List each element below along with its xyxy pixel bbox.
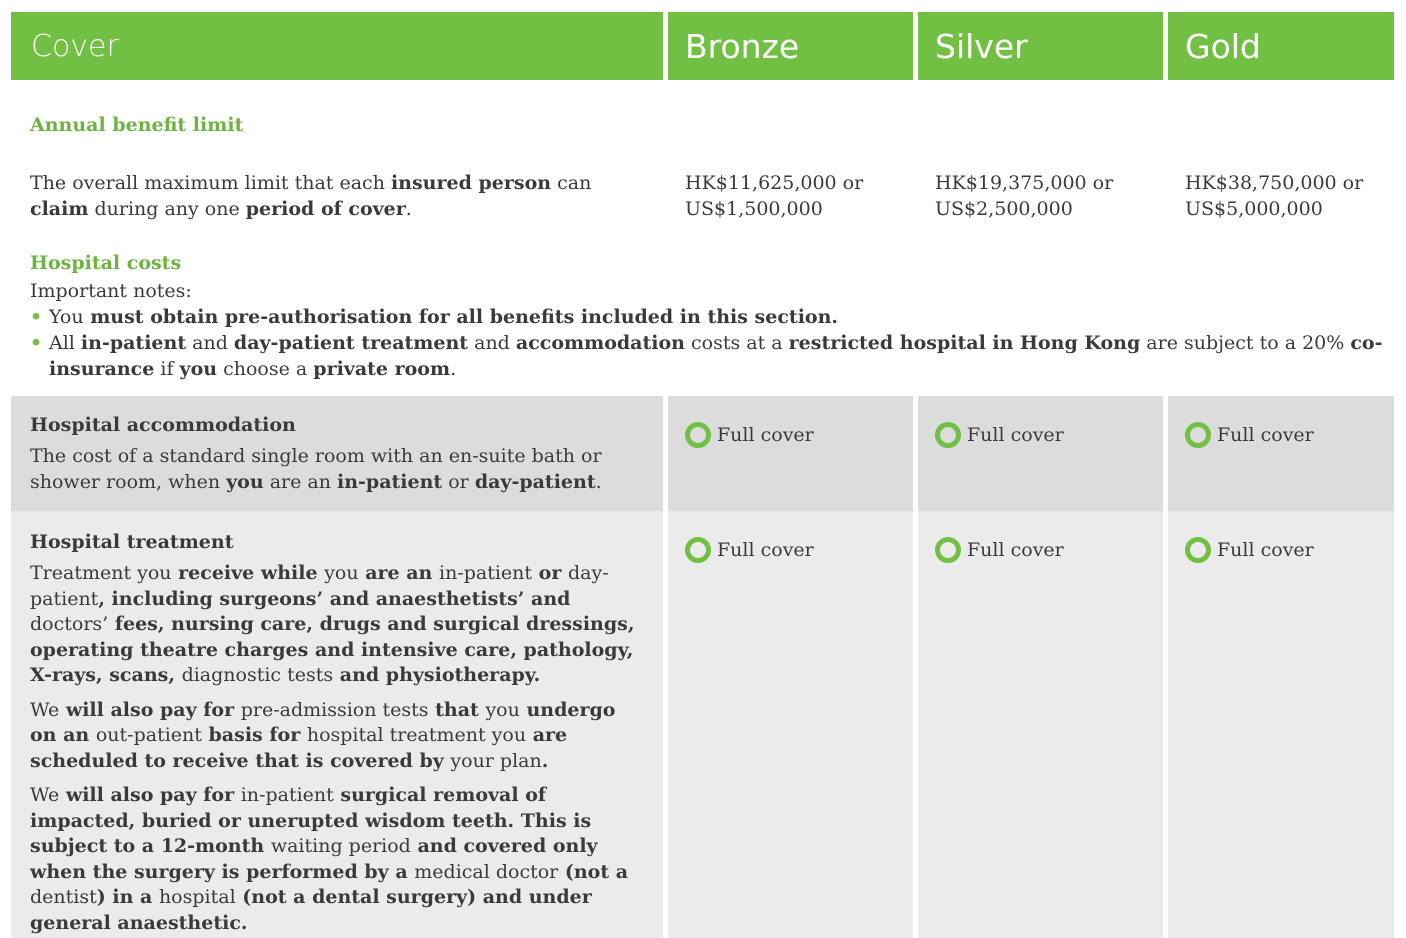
text-run: day-patient [30, 562, 609, 610]
bold-term: you [179, 358, 218, 380]
notes-list [30, 304, 1390, 382]
bold-term: must obtain pre-authorisation for all benefits included in this section. [83, 306, 839, 328]
column-header-silver: Silver [918, 12, 1163, 80]
bold-term: co-insurance [49, 332, 1383, 380]
accommodation-description [30, 444, 643, 495]
bold-term: . [541, 749, 549, 772]
text-run: costs at a [684, 332, 789, 354]
bold-term: restricted hospital in Hong Kong [788, 332, 1141, 354]
bold-term: ) in a [96, 886, 159, 908]
text-run: dentist [30, 886, 97, 908]
cover-value: Full cover [717, 539, 814, 561]
treatment-bronze [668, 511, 913, 938]
bold-term: will also pay for [59, 698, 241, 721]
text-run: if [154, 358, 180, 380]
full-cover-icon [935, 537, 961, 563]
annual-limit-bronze: HK$11,625,000 or US$1,500,000 [685, 172, 864, 220]
text-run: and [186, 332, 234, 354]
text-run: in-patient [439, 562, 533, 584]
text-run: you [324, 562, 359, 584]
bold-term: and covered only when the surgery is performed by a [30, 835, 598, 883]
treatment-silver [918, 511, 1163, 938]
bold-term: day-patient [474, 470, 596, 493]
column-header-cover: Cover [11, 12, 663, 80]
text-run: hospital [158, 886, 236, 908]
text-run: medical doctor [414, 860, 559, 883]
text-run: Treatment you [30, 562, 172, 584]
bold-term: that [428, 698, 486, 721]
bold-term: , including surgeons’ and anaesthetists’ and [98, 587, 571, 610]
note-item [30, 330, 1390, 382]
accommodation-bronze [668, 396, 913, 511]
text-run: and [468, 332, 516, 354]
text-run: your plan [450, 749, 542, 772]
full-cover-icon [685, 537, 711, 563]
note-item [30, 304, 1390, 330]
text-run: you [485, 698, 520, 721]
note-text [49, 306, 838, 328]
bold-term: are scheduled to receive that is covered by [30, 724, 568, 772]
bold-term: undergo on an [30, 698, 616, 746]
cover-value: Full cover [967, 424, 1064, 446]
bold-term: insured person [390, 172, 552, 194]
annual-limit-gold: HK$38,750,000 or US$5,000,000 [1185, 172, 1364, 220]
treatment-gold [1168, 511, 1394, 938]
full-cover-icon [935, 422, 961, 448]
bold-term: accommodation [515, 332, 685, 354]
text-run: are subject to a 20% [1140, 332, 1351, 354]
text-run: in-patient [240, 784, 334, 806]
text-run: during any one [88, 198, 246, 220]
treatment-title: Hospital treatment [30, 531, 234, 553]
full-cover-icon [685, 422, 711, 448]
bold-term: or [532, 562, 568, 584]
note-text [49, 332, 1382, 380]
full-cover-icon [1185, 537, 1211, 563]
bold-term: receive while [171, 562, 325, 584]
hospital-costs-title: Hospital costs [30, 252, 182, 274]
text-run: choose a [217, 358, 314, 380]
text-run: We [30, 784, 60, 806]
text-run: You [49, 306, 84, 328]
accommodation-gold [1168, 396, 1394, 511]
text-run: We [30, 698, 60, 721]
cover-value: Full cover [1217, 539, 1314, 561]
treatment-row-label [11, 511, 663, 938]
text-run: The cost of a standard single room with an en-suite bath or shower room, when [30, 445, 602, 493]
column-header-gold: Gold [1168, 12, 1394, 80]
bold-term: in-patient [337, 470, 443, 493]
accommodation-title: Hospital accommodation [30, 414, 296, 436]
text-run: or [442, 470, 475, 493]
bold-term: will also pay for [59, 784, 241, 806]
cover-value: Full cover [967, 539, 1064, 561]
text-run: out-patient [95, 724, 202, 746]
bold-term: claim [30, 198, 89, 220]
bold-term: basis for [201, 724, 307, 746]
bold-term: (not a [558, 860, 629, 883]
accommodation-silver [918, 396, 1163, 511]
text-run: diagnostic tests [181, 664, 334, 686]
bold-term: you [226, 470, 264, 493]
bold-term: day-patient treatment [233, 332, 469, 354]
text-run: are an [263, 470, 338, 493]
bold-term: surgical removal of impacted, buried or unerupted wisdom teeth. This is subject to a 12-month [30, 784, 592, 857]
text-run: hospital treatment you [306, 724, 527, 746]
accommodation-row-label [11, 396, 663, 511]
bold-term: are an [358, 562, 439, 584]
text-run: pre-admission tests [240, 698, 429, 721]
bold-term: (not a dental surgery) and under general anaesthetic. [30, 886, 592, 934]
treatment-paragraph [30, 783, 643, 936]
text-run: . [595, 470, 602, 493]
bullet: • [30, 332, 43, 354]
text-run: The overall maximum limit that each [30, 172, 391, 194]
bold-term: period of cover [245, 198, 406, 220]
text-run: All [49, 332, 81, 354]
column-header-bronze: Bronze [668, 12, 913, 80]
text-run: waiting period [270, 835, 411, 857]
annual-limit-silver: HK$19,375,000 or US$2,500,000 [935, 172, 1114, 220]
text-run: . [450, 358, 457, 380]
bold-term: private room [313, 358, 451, 380]
text-run: doctors’ [30, 613, 109, 635]
cover-value: Full cover [1217, 424, 1314, 446]
notes-label: Important notes: [30, 280, 192, 302]
text-run: . [405, 198, 412, 220]
important-notes [30, 278, 1390, 382]
cover-value: Full cover [717, 424, 814, 446]
annual-benefit-title: Annual benefit limit [30, 114, 244, 136]
bold-term: fees, nursing care, drugs and surgical dressings, operating theatre charges and intensive care, pathology, X-rays, scans, [30, 613, 635, 686]
text-run: can [551, 172, 592, 194]
treatment-paragraph [30, 698, 643, 775]
bold-term: in-patient [80, 332, 187, 354]
annual-benefit-description [30, 170, 640, 222]
full-cover-icon [1185, 422, 1211, 448]
treatment-paragraph [30, 561, 643, 689]
bold-term: and physiotherapy. [333, 664, 541, 686]
bullet: • [30, 306, 43, 328]
